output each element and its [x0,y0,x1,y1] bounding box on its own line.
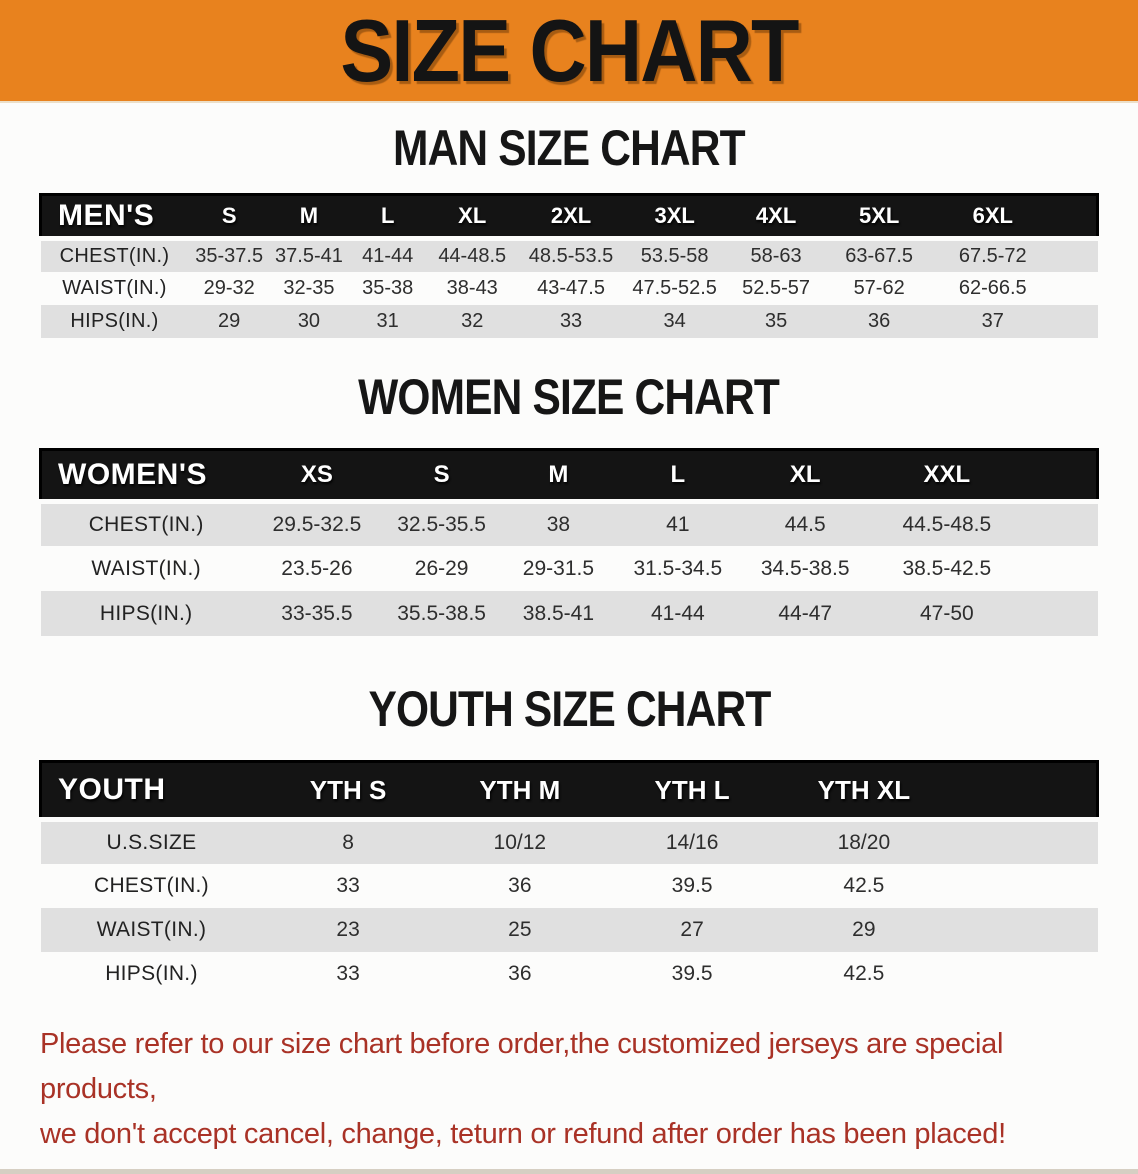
size-value: 32-35 [283,276,335,299]
size-value: 41-44 [348,239,427,272]
size-value: 39.5 [671,873,713,897]
size-value: 63-67.5 [828,239,931,272]
size-value: 41 [615,501,740,546]
size-value: 52.5-57 [742,276,811,299]
bottom-edge-band [0,1169,1138,1174]
size-value: 23.5-26 [281,556,353,580]
size-value: 67.5-72 [930,239,1055,272]
row-label: CHEST(IN.) [41,501,252,546]
size-value: 43-47.5 [537,276,605,299]
column-header: 3XL [625,195,724,239]
size-value: 44-47 [740,591,870,636]
column-header: 6XL [930,195,1055,239]
table-corner-label: MEN'S [41,195,189,239]
table-row [41,501,1098,546]
women-section-heading [0,368,1138,425]
row-spacer [949,820,1097,864]
notice-line-2: we don't accept cancel, change, teturn or refund after order has been placed! [40,1117,1006,1150]
size-value: 34 [625,305,724,338]
row-label: WAIST(IN.) [62,276,167,299]
size-value: 10/12 [434,820,606,864]
size-value: 31.5-34.5 [633,556,723,580]
size-value: 29 [188,305,269,338]
size-value: 38.5-42.5 [902,556,992,580]
column-header: S [188,195,269,239]
table-row [41,272,1098,305]
size-value: 39.5 [671,961,713,985]
banner-title: SIZE CHART [340,0,798,100]
youth-section-heading-text: YOUTH SIZE CHART [368,681,770,737]
column-header: M [501,449,615,501]
size-value: 38 [501,501,615,546]
column-header: L [615,449,740,501]
size-value: 29 [778,908,949,952]
header-spacer [1055,195,1097,239]
column-header: XS [252,449,382,501]
column-header: XL [427,195,517,239]
size-value: 58-63 [724,239,828,272]
row-spacer [1055,305,1097,338]
size-value: 47.5-52.5 [632,276,717,299]
size-value: 53.5-58 [625,239,724,272]
size-value: 31 [348,305,427,338]
row-label: HIPS(IN.) [41,305,189,338]
row-label: U.S.SIZE [41,820,263,864]
size-value: 32 [427,305,517,338]
size-value: 34.5-38.5 [760,556,850,580]
size-value: 44.5-48.5 [870,501,1023,546]
men-size-section [0,103,1138,338]
banner [0,0,1138,103]
column-header: YTH S [262,762,433,820]
size-value: 14/16 [606,820,778,864]
row-label: WAIST(IN.) [91,556,201,580]
size-value: 35.5-38.5 [382,591,501,636]
size-value: 42.5 [843,873,885,897]
size-value: 48.5-53.5 [517,239,625,272]
column-header: 4XL [724,195,828,239]
size-value: 57-62 [853,276,905,299]
table-row [41,546,1098,591]
table-row [41,591,1098,636]
size-value: 33 [336,961,360,985]
table-corner-label: WOMEN'S [41,449,252,501]
table-corner-label: YOUTH [41,762,263,820]
footer-notice [0,1022,1138,1157]
size-value: 26-29 [414,556,469,580]
size-value: 25 [434,908,606,952]
column-header: XXL [870,449,1023,501]
row-spacer [1055,239,1097,272]
size-value: 35-38 [362,276,414,299]
size-value: 42.5 [843,961,885,985]
size-value: 38-43 [446,276,498,299]
column-header: YTH L [606,762,778,820]
table-row [41,239,1098,272]
table-row [41,908,1098,952]
youth-size-table [39,760,1099,996]
notice-line-1: Please refer to our size chart before order,the customized jerseys are special products, [40,1027,1004,1105]
column-header: 5XL [828,195,931,239]
row-spacer [1023,546,1097,591]
size-value: 36 [828,305,931,338]
size-value: 33-35.5 [252,591,382,636]
size-value: 37 [930,305,1055,338]
size-value: 62-66.5 [958,276,1027,299]
women-section-heading-text: WOMEN SIZE CHART [358,368,780,425]
table-header-row [41,449,1098,501]
size-value: 23 [262,908,433,952]
size-value: 30 [270,305,348,338]
table-row [41,305,1098,338]
size-value: 36 [508,961,532,985]
row-label: WAIST(IN.) [41,908,263,952]
size-value: 27 [606,908,778,952]
men-size-table [39,193,1099,338]
size-value: 33 [517,305,625,338]
size-value: 29.5-32.5 [252,501,382,546]
size-value: 32.5-35.5 [382,501,501,546]
row-label: CHEST(IN.) [41,239,189,272]
header-spacer [1023,449,1097,501]
table-header-row [41,762,1098,820]
size-value: 47-50 [870,591,1023,636]
youth-size-section [0,636,1138,996]
size-value: 41-44 [615,591,740,636]
column-header: S [382,449,501,501]
women-size-section [0,338,1138,637]
column-header: L [348,195,427,239]
column-header: YTH M [434,762,606,820]
size-value: 35-37.5 [188,239,269,272]
youth-section-heading [0,681,1138,737]
size-value: 44-48.5 [427,239,517,272]
women-size-table [39,448,1099,637]
row-spacer [949,864,1097,908]
size-value: 38.5-41 [501,591,615,636]
table-header-row [41,195,1098,239]
column-header: M [270,195,348,239]
column-header: YTH XL [778,762,949,820]
column-header: 2XL [517,195,625,239]
table-row [41,864,1098,908]
row-label: HIPS(IN.) [105,961,198,985]
table-row [41,952,1098,996]
row-label: CHEST(IN.) [93,873,209,897]
row-spacer [1023,501,1097,546]
table-row [41,820,1098,864]
row-label: HIPS(IN.) [41,591,252,636]
row-spacer [949,908,1097,952]
column-header: XL [740,449,870,501]
row-spacer [1055,272,1097,305]
size-value: 35 [724,305,828,338]
size-value: 37.5-41 [270,239,348,272]
row-spacer [949,952,1097,996]
size-value: 18/20 [778,820,949,864]
size-value: 36 [508,873,532,897]
size-value: 29-31.5 [522,556,595,580]
row-spacer [1023,591,1097,636]
size-value: 8 [262,820,433,864]
men-section-heading [0,120,1138,176]
header-spacer [949,762,1097,820]
size-value: 29-32 [203,276,255,299]
size-value: 44.5 [740,501,870,546]
men-section-heading-text: MAN SIZE CHART [393,120,745,176]
size-value: 33 [336,873,360,897]
